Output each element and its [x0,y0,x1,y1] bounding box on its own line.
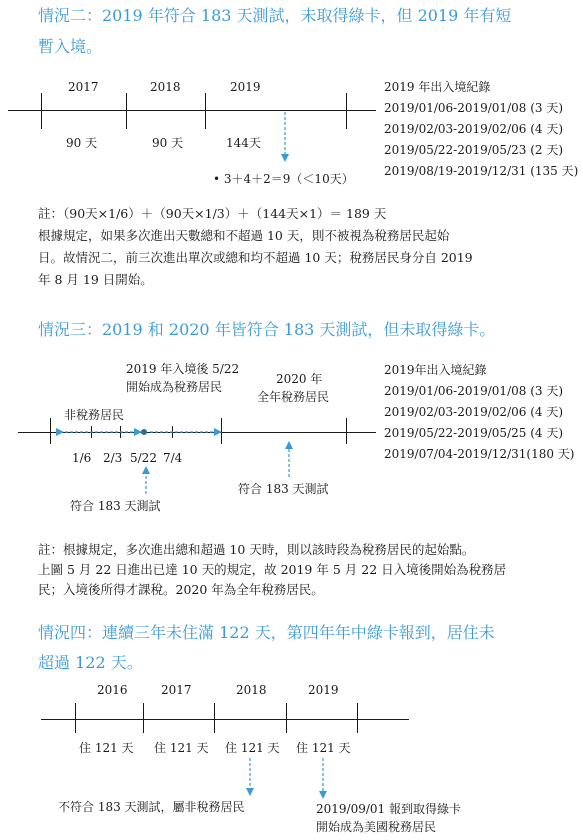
case2-calc: • 3＋4＋2＝9（＜10天） [213,172,354,186]
case4-stay: 住 121 天 [225,741,280,755]
case2-note-line3: 日。故情況二，前三次進出單次或總和均不超過 10 天；稅務居民身分自 2019 [38,250,473,265]
case3-note-line3: 民；入境後所得才課稅。2020 年為全年稅務居民。 [38,582,324,597]
case4-fail-label: 不符合 183 天測試，屬非稅務居民 [58,800,245,814]
case3-nonresident-label: 非稅務居民 [64,408,125,422]
case3-record: 2019/05/22-2019/05/25 (4 天) [384,426,564,440]
case3-record: 2019/01/06-2019/01/08 (3 天) [384,384,564,398]
case2-heading-line2: 暫入境。 [38,37,103,56]
case3-entry-dot [141,429,147,435]
case3-date: 7/4 [163,451,183,465]
case4-year-2017: 2017 [161,683,192,697]
case3-entry-label-line1: 2019 年入境後 5/22 [126,362,240,376]
case3-year2020-line2: 全年稅務居民 [257,390,330,404]
case2-note-line4: 年 8 月 19 日開始。 [38,272,153,287]
case3-date: 5/22 [130,451,157,465]
case2-year-2019: 2019 [230,80,261,94]
case4-year-2016: 2016 [97,683,128,697]
case3-year2020-line1: 2020 年 [276,372,323,386]
case3-note-line1: 註：根據規定，多次進出總和超過 10 天時，則以該時段為稅務居民的起始點。 [38,542,475,557]
case3-date: 1/6 [72,451,92,465]
case4-greencard-line2: 開始成為美國稅務居民 [316,820,437,834]
case3-heading: 情況三：2019 和 2020 年皆符合 183 天測試，但未取得綠卡。 [38,320,496,339]
case3-record: 2019/02/03-2019/02/06 (4 天) [384,405,564,419]
case2-year-2018: 2018 [150,80,181,94]
case2-record: 2019/08/19-2019/12/31 (135 天) [384,164,579,178]
case2-days-2017: 90 天 [66,136,98,150]
case4-stay: 住 121 天 [296,741,351,755]
case2-days-2018: 90 天 [152,136,184,150]
case2-year-2017: 2017 [68,80,99,94]
case3-pass-183-right: 符合 183 天測試 [238,482,329,496]
case2-record: 2019/05/22-2019/05/23 (2 天) [384,143,564,157]
case3-date: 2/3 [103,451,123,465]
case2-record: 2019/02/03-2019/02/06 (4 天) [384,122,564,136]
case3-pass-183-left: 符合 183 天測試 [70,499,161,513]
case2-records-title: 2019 年出入境紀錄 [384,80,491,94]
case2-heading-line1: 情況二：2019 年符合 183 天測試，未取得綠卡，但 2019 年有短 [38,6,512,25]
case3-records-title: 2019年出入境紀錄 [384,363,487,377]
case4-greencard-line1: 2019/09/01 報到取得綠卡 [316,802,461,816]
case2-days-2019: 144天 [226,136,261,150]
case4-stay: 住 121 天 [79,741,134,755]
case3-entry-label-line2: 開始成為稅務居民 [126,380,223,394]
case3-note-line2: 上圖 5 月 22 日進出已達 10 天的規定，故 2019 年 5 月 22 日入境後開始為稅務居 [38,562,507,577]
case2-note-line1: 註：（90天×1/6）＋（90天×1/3）＋（144天×1）＝ 189 天 [38,206,387,221]
case4-heading-line1: 情況四：連續三年未住滿 122 天，第四年年中綠卡報到，居住未 [38,623,495,642]
case4-year-2019: 2019 [308,683,339,697]
case2-record: 2019/01/06-2019/01/08 (3 天) [384,101,564,115]
case2-note-line2: 根據規定，如果多次進出天數總和不超過 10 天，則不被視為稅務居民起始 [38,228,450,243]
case3-record: 2019/07/04-2019/12/31(180 天) [384,447,575,461]
case4-stay: 住 121 天 [154,741,209,755]
case4-heading-line2: 超過 122 天。 [38,653,143,672]
case4-year-2018: 2018 [236,683,267,697]
